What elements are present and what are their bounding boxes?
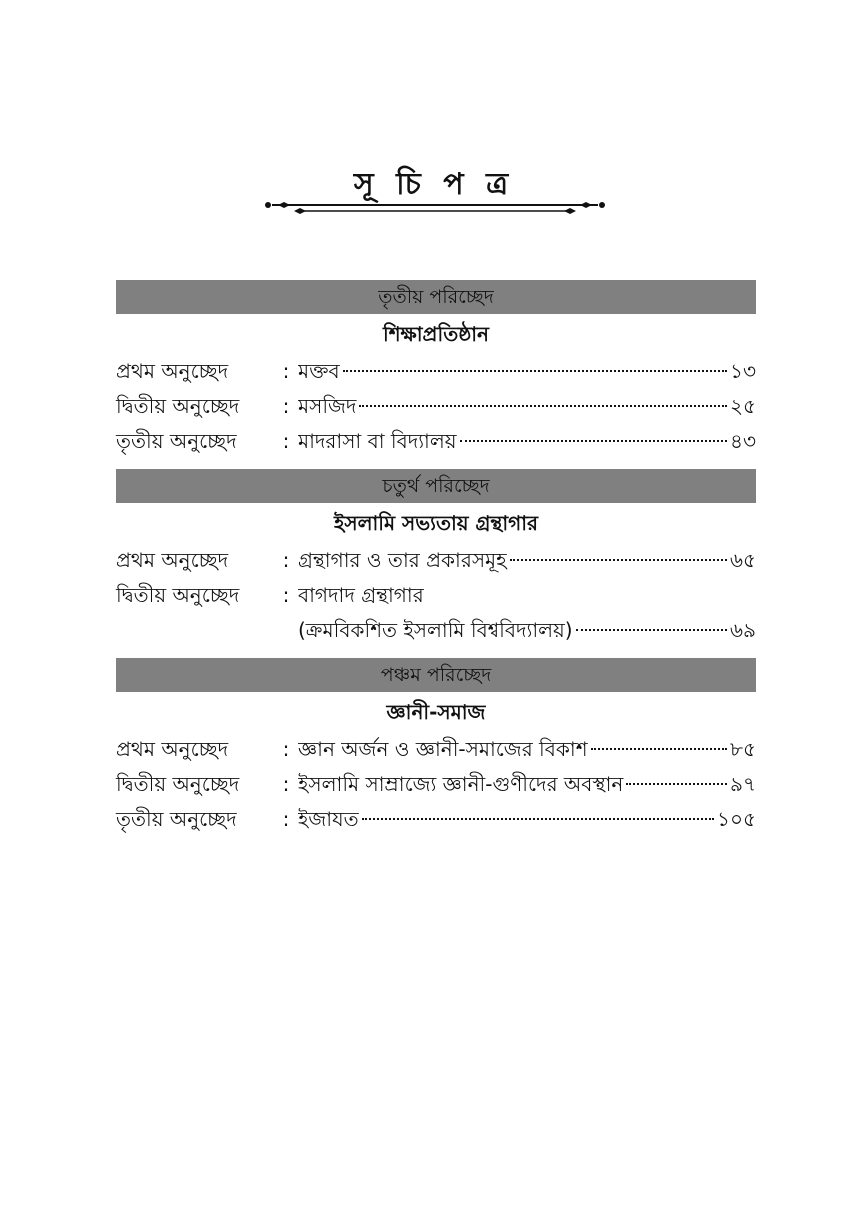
toc-entry-row-continuation[interactable] (116, 613, 756, 648)
section-subtitle: ইসলামি সভ্যতায় গ্রন্থাগার (333, 511, 539, 535)
toc-entry-page: ৪৩ (730, 429, 756, 453)
toc-section (116, 280, 756, 459)
dot-leader (510, 559, 727, 561)
toc-entry-body (298, 802, 756, 837)
toc-entry-colon: : (282, 548, 290, 572)
toc-entry-body (298, 613, 756, 648)
toc-entry-label: প্রথম অনুচ্ছেদ (116, 737, 229, 761)
dot-leader (362, 818, 714, 820)
toc-entry-title: মসজিদ (298, 394, 357, 418)
toc-entry-title: ইসলামি সাম্রাজ্যে জ্ঞানী-গুণীদের অবস্থান (298, 772, 624, 796)
toc-entry-row[interactable] (116, 732, 756, 767)
toc-entry-row[interactable] (116, 389, 756, 424)
dot-leader (460, 440, 728, 442)
title-ornament-divider (260, 196, 610, 220)
toc-entry-colon: : (282, 807, 290, 831)
toc-entry-body (298, 578, 756, 613)
toc-section (116, 658, 756, 837)
toc-entry-colon: : (282, 583, 290, 607)
toc-entry-title: (ক্রমবিকশিত ইসলামি বিশ্ববিদ্যালয়) (298, 618, 573, 642)
toc-entry-label: দ্বিতীয় অনুচ্ছেদ (116, 772, 240, 796)
section-heading-bar: পঞ্চম পরিচ্ছেদ (116, 658, 756, 692)
toc-entry-row[interactable] (116, 424, 756, 459)
toc-entry-body (298, 543, 756, 578)
toc-entry-page: ১৩ (730, 359, 756, 383)
toc-entry-title: ইজাযত (298, 807, 359, 831)
toc-section (116, 469, 756, 648)
toc-entry-colon: : (282, 394, 290, 418)
toc-entry-body (298, 389, 756, 424)
toc-entry-page: ২৫ (730, 394, 756, 418)
toc-entry-label: তৃতীয় অনুচ্ছেদ (116, 429, 237, 453)
dot-leader (359, 405, 727, 407)
toc-entry-colon: : (282, 737, 290, 761)
toc-entry-title: গ্রন্থাগার ও তার প্রকারসমূহ (298, 548, 507, 572)
toc-entry-row[interactable] (116, 767, 756, 802)
toc-entry-row[interactable] (116, 354, 756, 389)
toc-entry-colon: : (282, 772, 290, 796)
toc-entry-row[interactable] (116, 578, 756, 613)
toc-entry-title: মাদরাসা বা বিদ্যালয় (298, 429, 457, 453)
toc-entry-page: ১০৫ (717, 807, 756, 831)
toc-entry-label: প্রথম অনুচ্ছেদ (116, 548, 229, 572)
toc-entry-title: জ্ঞান অর্জন ও জ্ঞানী-সমাজের বিকাশ (298, 737, 588, 761)
toc-entry-label: প্রথম অনুচ্ছেদ (116, 359, 229, 383)
toc-entry-page: ৯৭ (730, 772, 756, 796)
section-subtitle: শিক্ষাপ্রতিষ্ঠান (383, 322, 489, 346)
toc-entry-label: দ্বিতীয় অনুচ্ছেদ (116, 394, 240, 418)
toc-entry-body (298, 767, 756, 802)
toc-entry-row[interactable] (116, 543, 756, 578)
section-heading-bar: চতুর্থ পরিচ্ছেদ (116, 469, 756, 503)
page-title: সূ চি প ত্র (353, 167, 515, 202)
toc-entry-title: মক্তব (298, 359, 340, 383)
toc-entry-body (298, 424, 756, 459)
dot-leader (626, 783, 727, 785)
toc-entry-row[interactable] (116, 802, 756, 837)
toc-entry-colon: : (282, 429, 290, 453)
toc-entry-page: ৮৫ (730, 737, 756, 761)
toc-entry-page: ৬৯ (730, 618, 756, 642)
toc-entry-page: ৬৫ (730, 548, 756, 572)
toc-entry-label: তৃতীয় অনুচ্ছেদ (116, 807, 237, 831)
toc-entry-body (298, 732, 756, 767)
toc-entry-label: দ্বিতীয় অনুচ্ছেদ (116, 583, 240, 607)
dot-leader (591, 748, 728, 750)
section-subtitle: জ্ঞানী-সমাজ (386, 700, 486, 724)
dot-leader (576, 629, 727, 631)
toc-entry-body (298, 354, 756, 389)
table-of-contents (116, 280, 756, 847)
toc-entry-title: বাগদাদ গ্রন্থাগার (298, 583, 424, 607)
toc-entry-colon: : (282, 359, 290, 383)
dot-leader (343, 370, 727, 372)
section-heading-bar: তৃতীয় পরিচ্ছেদ (116, 280, 756, 314)
